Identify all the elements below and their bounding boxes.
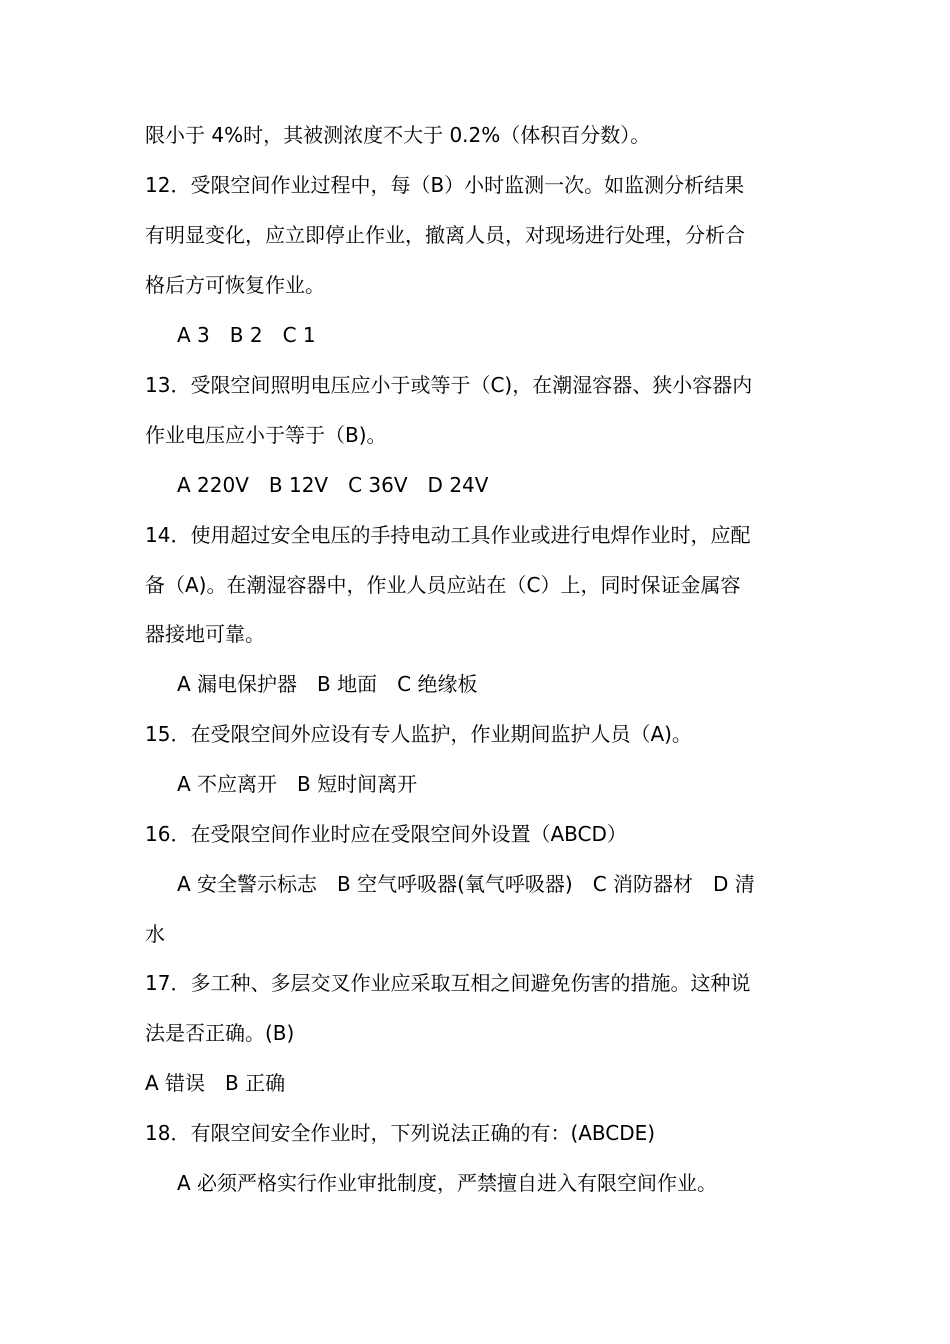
question-15: 15．在受限空间外应设有专人监护，作业期间监护人员（A)。 [145,722,692,746]
question-17: 17．多工种、多层交叉作业应采取互相之间避免伤害的措施。这种说 [145,971,751,995]
options-13: A 220V B 12V C 36V D 24V [177,473,489,497]
question-18: 18．有限空间安全作业时，下列说法正确的有：(ABCDE) [145,1121,656,1145]
text-line: 器接地可靠。 [145,622,265,646]
options-16: A 安全警示标志 B 空气呼吸器(氧气呼吸器) C 消防器材 D 清 [177,872,755,896]
option-18-a: A 必须严格实行作业审批制度，严禁擅自进入有限空间作业。 [177,1171,718,1195]
text-line: 作业电压应小于等于（B)。 [145,423,387,447]
text-line: 格后方可恢复作业。 [145,273,325,297]
question-13: 13．受限空间照明电压应小于或等于（C)，在潮湿容器、狭小容器内 [145,373,753,397]
options-12: A 3 B 2 C 1 [177,323,316,347]
options-17: A 错误 B 正确 [145,1071,286,1095]
text-line: 备（A)。在潮湿容器中，作业人员应站在（C）上，同时保证金属容 [145,573,741,597]
options-15: A 不应离开 B 短时间离开 [177,772,418,796]
options-14: A 漏电保护器 B 地面 C 绝缘板 [177,672,478,696]
text-line: 限小于 4%时，其被测浓度不大于 0.2%（体积百分数）。 [145,123,651,147]
question-14: 14．使用超过安全电压的手持电动工具作业或进行电焊作业时，应配 [145,523,751,547]
question-16: 16．在受限空间作业时应在受限空间外设置（ABCD） [145,822,627,846]
question-12: 12．受限空间作业过程中，每（B）小时监测一次。如监测分析结果 [145,173,745,197]
text-line: 法是否正确。(B) [145,1021,295,1045]
text-line: 水 [145,922,165,946]
text-line: 有明显变化，应立即停止作业，撤离人员，对现场进行处理，分析合 [145,223,745,247]
